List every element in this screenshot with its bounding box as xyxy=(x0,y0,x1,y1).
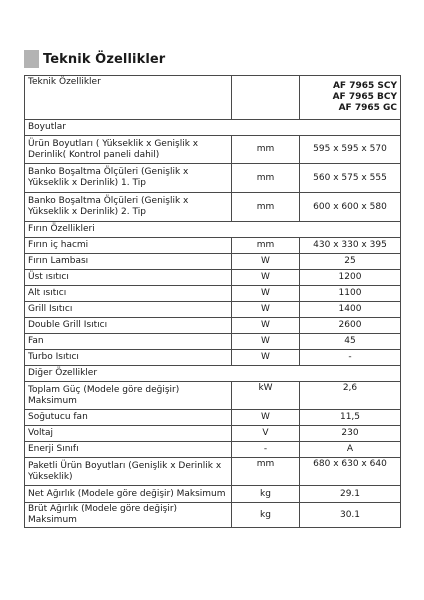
row-unit: mm xyxy=(232,458,300,486)
row-unit: mm xyxy=(232,193,300,222)
table-row xyxy=(25,302,401,318)
row-value: 560 x 575 x 555 xyxy=(300,164,401,193)
table-row xyxy=(25,458,401,486)
row-value: 1200 xyxy=(300,270,401,286)
table-row xyxy=(25,136,401,164)
model-name: AF 7965 SCY xyxy=(332,81,397,91)
row-value: 2,6 xyxy=(300,382,401,410)
table-row xyxy=(25,486,401,503)
row-label: Banko Boşaltma Ölçüleri (Genişlik x Yükseklik x Derinlik) 1. Tip xyxy=(25,164,232,193)
row-value: 25 xyxy=(300,254,401,270)
page-heading xyxy=(24,50,165,68)
page-title: Teknik Özellikler xyxy=(43,51,166,67)
row-label: Net Ağırlık (Modele göre değişir) Maksimum xyxy=(25,486,232,503)
table-header-row xyxy=(25,76,401,120)
section-title: Diğer Özellikler xyxy=(25,366,401,382)
row-value: - xyxy=(300,350,401,366)
table-row xyxy=(25,164,401,193)
row-label: Turbo Isıtıcı xyxy=(25,350,232,366)
row-value: 1100 xyxy=(300,286,401,302)
table-row xyxy=(25,503,401,528)
table-row xyxy=(25,286,401,302)
row-label: Double Grill Isıtıcı xyxy=(25,318,232,334)
section-row xyxy=(25,120,401,136)
row-value: 2600 xyxy=(300,318,401,334)
row-unit: mm xyxy=(232,238,300,254)
row-value: 430 x 330 x 395 xyxy=(300,238,401,254)
row-unit: W xyxy=(232,334,300,350)
row-label: Üst ısıtıcı xyxy=(25,270,232,286)
section-title: Boyutlar xyxy=(25,120,401,136)
section-row xyxy=(25,222,401,238)
row-unit: mm xyxy=(232,164,300,193)
row-unit: W xyxy=(232,270,300,286)
row-label: Alt ısıtıcı xyxy=(25,286,232,302)
section-row xyxy=(25,366,401,382)
row-unit: W xyxy=(232,302,300,318)
header-label: Teknik Özellikler xyxy=(25,76,232,120)
row-value: 11,5 xyxy=(300,410,401,426)
table-row xyxy=(25,382,401,410)
row-label: Enerji Sınıfı xyxy=(25,442,232,458)
model-name: AF 7965 GC xyxy=(338,103,397,113)
table-row xyxy=(25,270,401,286)
row-label: Paketli Ürün Boyutları (Genişlik x Derinlik x Yükseklik) xyxy=(25,458,232,486)
heading-marker xyxy=(24,50,39,68)
row-unit: kg xyxy=(232,486,300,503)
row-value: 29.1 xyxy=(300,486,401,503)
row-unit: W xyxy=(232,410,300,426)
table-row xyxy=(25,334,401,350)
row-unit: kW xyxy=(232,382,300,410)
table-row xyxy=(25,442,401,458)
table-row xyxy=(25,318,401,334)
table-row xyxy=(25,238,401,254)
row-unit: W xyxy=(232,350,300,366)
row-unit: W xyxy=(232,318,300,334)
row-value: 595 x 595 x 570 xyxy=(300,136,401,164)
table-row xyxy=(25,350,401,366)
row-value: 30.1 xyxy=(300,503,401,528)
row-label: Toplam Güç (Modele göre değişir) Maksimum xyxy=(25,382,232,410)
row-unit: - xyxy=(232,442,300,458)
model-name: AF 7965 BCY xyxy=(332,92,397,102)
row-label: Fan xyxy=(25,334,232,350)
row-label: Fırın Lambası xyxy=(25,254,232,270)
table-row xyxy=(25,410,401,426)
spec-table xyxy=(24,75,401,528)
row-label: Soğutucu fan xyxy=(25,410,232,426)
row-label: Banko Boşaltma Ölçüleri (Genişlik x Yükseklik x Derinlik) 2. Tip xyxy=(25,193,232,222)
model-list xyxy=(300,76,401,120)
row-unit: W xyxy=(232,254,300,270)
row-unit: kg xyxy=(232,503,300,528)
row-label: Grill Isıtıcı xyxy=(25,302,232,318)
row-label: Ürün Boyutları ( Yükseklik x Genişlik x Derinlik( Kontrol paneli dahil) xyxy=(25,136,232,164)
row-unit: W xyxy=(232,286,300,302)
row-value: A xyxy=(300,442,401,458)
table-row xyxy=(25,426,401,442)
row-value: 1400 xyxy=(300,302,401,318)
row-unit: V xyxy=(232,426,300,442)
row-unit: mm xyxy=(232,136,300,164)
row-label: Brüt Ağırlık (Modele göre değişir) Maksimum xyxy=(25,503,232,528)
row-value: 45 xyxy=(300,334,401,350)
row-value: 230 xyxy=(300,426,401,442)
header-empty-cell xyxy=(232,76,300,120)
row-value: 600 x 600 x 580 xyxy=(300,193,401,222)
row-label: Voltaj xyxy=(25,426,232,442)
row-value: 680 x 630 x 640 xyxy=(300,458,401,486)
spec-table-body xyxy=(25,76,401,528)
row-label: Fırın iç hacmi xyxy=(25,238,232,254)
section-title: Fırın Özellikleri xyxy=(25,222,401,238)
table-row xyxy=(25,193,401,222)
table-row xyxy=(25,254,401,270)
